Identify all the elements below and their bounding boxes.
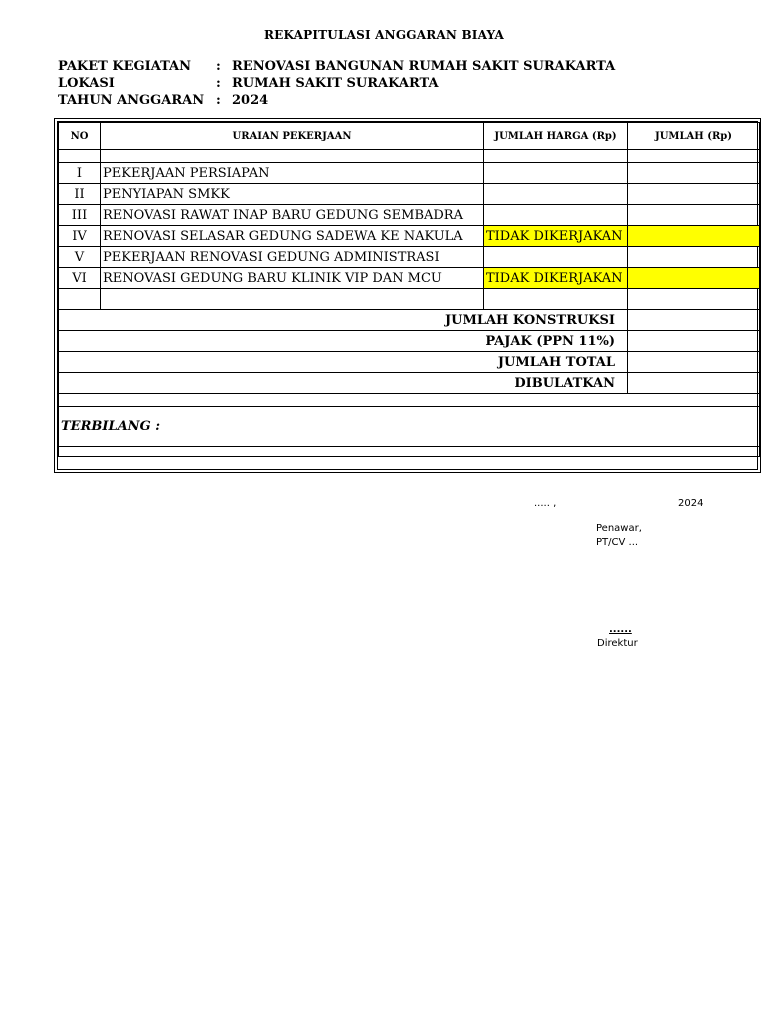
signature-year: 2024 xyxy=(678,498,704,509)
header-jumlah-harga: JUMLAH HARGA (Rp) xyxy=(484,123,628,150)
row-harga xyxy=(484,247,628,268)
signature-company: PT/CV ... xyxy=(596,537,639,548)
summary-value xyxy=(628,310,760,331)
summary-value xyxy=(628,373,760,394)
spacer-row xyxy=(59,447,760,457)
budget-table-inner xyxy=(57,121,758,470)
empty-row xyxy=(59,289,760,310)
row-jumlah xyxy=(628,163,760,184)
signature-name: ...... xyxy=(609,624,632,635)
row-jumlah xyxy=(628,247,760,268)
summary-label: DIBULATKAN xyxy=(59,373,628,394)
terbilang-row xyxy=(59,407,760,447)
info-row-paket xyxy=(58,58,615,75)
header-no: NO xyxy=(59,123,101,150)
row-no: V xyxy=(59,247,101,268)
info-value: RENOVASI BANGUNAN RUMAH SAKIT SURAKARTA xyxy=(232,59,616,74)
row-harga xyxy=(484,205,628,226)
info-label: LOKASI xyxy=(58,76,115,91)
row-harga xyxy=(484,163,628,184)
spacer-row xyxy=(59,150,760,163)
summary-row-konstruksi xyxy=(59,310,760,331)
row-uraian: RENOVASI RAWAT INAP BARU GEDUNG SEMBADRA xyxy=(101,205,484,226)
row-no: VI xyxy=(59,268,101,289)
row-jumlah xyxy=(628,205,760,226)
row-uraian: PEKERJAAN PERSIAPAN xyxy=(101,163,484,184)
row-jumlah-highlight xyxy=(628,268,760,289)
summary-row-pajak xyxy=(59,331,760,352)
summary-label: PAJAK (PPN 11%) xyxy=(59,331,628,352)
table-row xyxy=(59,205,760,226)
info-label: PAKET KEGIATAN xyxy=(58,59,192,74)
signature-penawar: Penawar, xyxy=(596,523,642,534)
document-title: REKAPITULASI ANGGARAN BIAYA xyxy=(263,28,505,42)
terbilang-label: TERBILANG : xyxy=(59,407,760,447)
row-jumlah xyxy=(628,184,760,205)
info-row-lokasi xyxy=(58,75,615,92)
info-value: 2024 xyxy=(232,93,269,108)
summary-value xyxy=(628,352,760,373)
info-value: RUMAH SAKIT SURAKARTA xyxy=(232,76,439,91)
summary-label: JUMLAH TOTAL xyxy=(59,352,628,373)
row-uraian: RENOVASI GEDUNG BARU KLINIK VIP DAN MCU xyxy=(101,268,484,289)
header-jumlah: JUMLAH (Rp) xyxy=(628,123,760,150)
info-colon: : xyxy=(216,59,221,74)
row-no: II xyxy=(59,184,101,205)
summary-label: JUMLAH KONSTRUKSI xyxy=(59,310,628,331)
header-uraian: URAIAN PEKERJAAN xyxy=(101,123,484,150)
info-row-tahun xyxy=(58,92,615,109)
row-no: IV xyxy=(59,226,101,247)
row-harga xyxy=(484,184,628,205)
row-no: III xyxy=(59,205,101,226)
table-row xyxy=(59,247,760,268)
summary-value xyxy=(628,331,760,352)
summary-row-total xyxy=(59,352,760,373)
table-row xyxy=(59,163,760,184)
spacer-row xyxy=(59,394,760,407)
table-header-row xyxy=(59,123,760,150)
row-uraian: PEKERJAAN RENOVASI GEDUNG ADMINISTRASI xyxy=(101,247,484,268)
row-no: I xyxy=(59,163,101,184)
row-harga-tidak-dikerjakan: TIDAK DIKERJAKAN xyxy=(484,268,628,289)
summary-row-dibulatkan xyxy=(59,373,760,394)
row-harga-tidak-dikerjakan: TIDAK DIKERJAKAN xyxy=(484,226,628,247)
table-row xyxy=(59,268,760,289)
budget-table-frame xyxy=(54,118,761,473)
table-row xyxy=(59,226,760,247)
row-uraian: PENYIAPAN SMKK xyxy=(101,184,484,205)
budget-table xyxy=(58,122,760,457)
row-jumlah-highlight xyxy=(628,226,760,247)
info-colon: : xyxy=(216,76,221,91)
row-uraian: RENOVASI SELASAR GEDUNG SADEWA KE NAKULA xyxy=(101,226,484,247)
info-colon: : xyxy=(216,93,221,108)
signature-place-date: ..... , xyxy=(534,498,557,509)
info-label: TAHUN ANGGARAN xyxy=(58,93,205,108)
signature-position: Direktur xyxy=(597,638,638,649)
table-row xyxy=(59,184,760,205)
project-info xyxy=(58,58,615,109)
